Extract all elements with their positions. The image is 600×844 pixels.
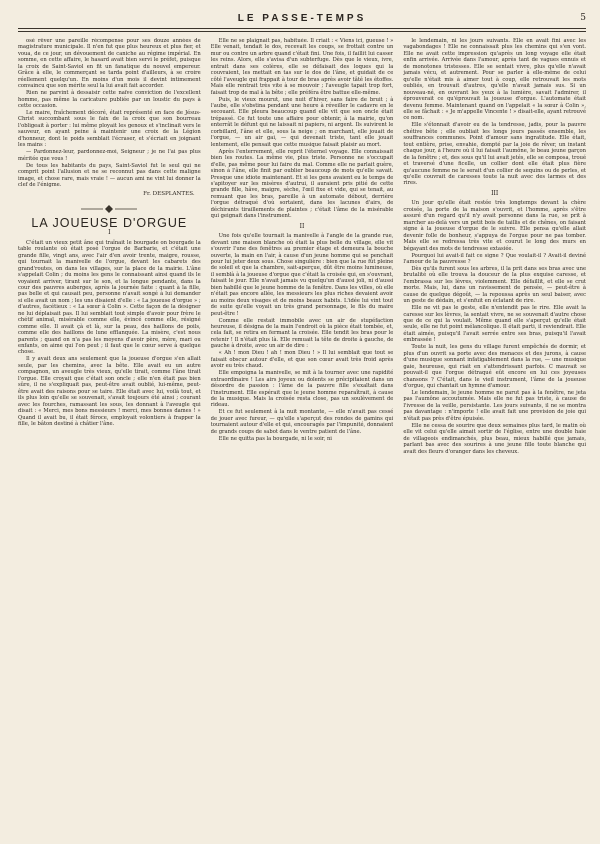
paragraph: Elle ne vit pas le geste, elle n'entendit pas le rire. Elle avait la caresse sur les lèvres, la sentait vivre, ne se souvenait d'autre chose que de ce qui la voulait. Même quand elle s'aperçut qu'elle était seule, elle ne fut point mélancolique. Il était parti, il reviendrait. Elle était aimée, puisqu'il l'avait serrée entre ses bras, puisqu'il l'avait embrassée !	[403, 305, 587, 344]
paragraph: « Ah ! mon Dieu ! ah ! mon Dieu ! » Il lui semblait que tout se faisait obscur autour d'elle, et que son cœur avait très froid après avoir eu très chaud.	[210, 350, 394, 370]
paragraph: Et ce fut seulement à la nuit montante, — elle n'avait pas cessé de jouer avec fureur, — qu'elle s'aperçut des rondes de gamins qui tournaient autour d'elle et qui, encouragés par l'impunité, donnaient de grands coups de sabot dans le ventre patient de l'âne.	[210, 409, 394, 435]
column-1	[18, 38, 201, 844]
paragraph: Un jour qu'elle était restée très longtemps devant la chère croisée, la porte de la maison s'ouvrit, et l'homme, après s'être assuré d'un regard qu'il n'y avait personne dans la rue, se prit à marcher au-delà vers un petit bois de taillis et de chênes, on faisant signe à la joueuse d'orgue de le suivre. Elle pensa qu'elle allait devenir folle de bonheur, s'appuya de l'orgue pour ne pas tomber. Mais elle se redressa très vite et courut le long des murs en bégayant des mots de tendresse extasiée.	[403, 200, 587, 252]
header-rule	[18, 31, 586, 32]
paragraph: osé rêver une pareille récompense pour ses douze années de magistrature municipale. Il n'en fut que plus heureux et plus fier, et voua, de ce jour, un dévouement de caniche au régime impérial. En somme, en cette affaire, le hasard avait bien servi le préfet, puisque la croix de Saint-Saviol en fit un fanatique du nouvel empereur. Grâce à elle, le commerçant se tarda point d'ailleurs, à se croire réellement quelqu'un. En moins d'un mois il devint intimement convaincu que son mérite seul la lui avait fait accorder.	[18, 38, 201, 90]
paragraph: Toute la nuit, les gens du village furent empêchés de dormir, et plus d'un ouvrit sa porte avec des menaces et des jurons, à cause d'une musique sonnant infatigablement dans la rue, — une musique gaie, heureuse, qui riait en s'attendrissant parfois. C mauvait se pouvait-il que l'orgue détraqué eût encore en lui ces joyeuses chansons ? C'était, dans le vieil instrument, l'âme de la joueuse d'orgue, qui chantait un hymne d'amour.	[403, 344, 587, 390]
paragraph: — Pardonnez-leur, pardonnez-moi, Seigneur ; je ne l'ai pas plus méritée que vous !	[18, 149, 201, 162]
paragraph: Dès qu'ils furent sous les arbres, il la prit dans ses bras avec une brutalité où elle trouva la douceur de la plus exquise caresse, et l'embrassa sur les lèvres, violemment. Elle défaillit, et elle se crut morte. Mais, lui, dans un ravissement de pensée, — peut-être à cause de quelque dégoût, — la repoussa après un seul baiser, avec un geste de dédain, et s'enfuit en éclatant de rire.	[403, 265, 587, 305]
paragraph: Pourquoi lui avait-il fait ce signe ? Que voulait-il ? Avait-il deviné l'amour de la pauvresse ?	[403, 252, 587, 265]
ornament-divider-icon	[79, 204, 139, 214]
paragraph: Comme elle restait immobile avec un air de stupéfaction heureuse, il désigna de la main l'endroit où la pièce était tombée, et, cela fait, se retira en fermant la croisée. Elle tendit les bras pour le retenir ! Il n'était plus là. Elle remuait la tête de droite à gauche, de gauche à droite, avec un air de dire :	[210, 317, 394, 350]
paragraph: Une fois qu'elle tournait la manivelle à l'angle de la grande rue, devant une maison blanche où était la plus belle du village, elle vit s'ouvrir l'une des fenêtres au premier étage et demeura la bouche ouverte, la main en l'air, à cause d'un jeune homme qui se penchait pour lui jeter deux sous. Chose singulière : bien que la rue fût pleine de soleil et que la chambre, sait-aperçue, dût être moins lumineuse, il semblà à la joueuse d'orgue que c'était la croisée qui, en s'ouvrant, faisait le jour. Elle n'avait jamais vu quelqu'un d'aussi joli, ni d'aussi bien habillé que le jeune homme de la fenêtre. Dans les villes, où elle n'était pas encore allée, les messieurs les plus riches devaient avoir au moins deux visages et de moins beaux habits. L'idée lui vint tout de suite qu'elle voyait un très grand personnage, le fils du maire peut-être !	[210, 233, 394, 317]
paragraph: Elle s'étonnait d'avoir eu de la tendresse, jadis, pour la pauvre chétive bête ; elle oubliait les longs jours passés ensemble, les souffrances communes. Point d'amour sans ingratitude. Elle était, tout entière, prise, envahie, dompté par la joie de rêver, un instant chaque jour, à l'heure où il lui faisait l'aumône, le beau jeune garçon de la fenêtre ; et, des sous qu'il lui avait jetés, elle se composa, troué et traversé d'une ficelle, un collier dont elle était plus fière qu'aucune femme ne le serait d'un collier de sequins ou de perles, et qu'elle couvrait de caresses toute la nuit avec des larmes et des rires.	[403, 122, 587, 187]
paragraph: Il y avait deux ans seulement que la joueuse d'orgue s'en allait seule, par les chemins, avec la bête. Elle avait eu un autre compagnon, un aveugle très vieux, qu'elle tirait, comme l'âne tirait l'orgue. Elle croyait que c'était son oncle ; elle n'en était pas bien sûre, il ne s'expliquait pas, peut-être avait oublié, lui-même, peut-être avait des raisons pour se taire. Elle était avec lui, voilà tout, et ils plus loin qu'elle se souvenait, s'avait toujours été ainsi ; courant avec les fourches, ramassant les sous, les donnant à l'aveugle qui disait : « Merci, mes bons messieurs ! merci, mes bonnes dames ! » Quand il avait bu, il était féroce, employait volontiers à frapper la fille, le bâton destiné à châtier l'âne.	[18, 356, 201, 427]
column-3	[403, 38, 586, 844]
paragraph: Rien ne parvint à dessaisir cette naïve conviction de l'excellent homme, pas même la caricature publiée par un loustic du pays à cette occasion.	[18, 90, 201, 110]
section-number: II	[299, 222, 305, 230]
paragraph: Elle ne cessa de sourire que deux semaines plus tard, le matin où elle vit celui qu'elle aimait sortir de l'église, entre une double haie de villageois endimanchés, plus beau, mieux habillé que jamais, parlant bas avec des sourires à une jeune fille toute blanche qui avait des fleurs d'oranger dans les cheveux.	[403, 422, 587, 455]
article-columns	[18, 38, 586, 844]
author-signature: Fr. DESPLANTES.	[143, 191, 195, 198]
page-header	[18, 8, 586, 29]
paragraph: Le lendemain, le jeune homme ne parut pas à la fenêtre, ne jeta pas l'aumône accoutumée. Mais elle ne fut pas triste, à cause de l'ivresse de la veille, persistante. Les jours suivants, il ne se montra pas davantage : n'importe ! elle avait fait une provision de joie qui n'était pas près d'être épuisée.	[403, 390, 587, 422]
paragraph: Le maire, fraîchement décoré, était représenté en face de Jésus-Christ succombant sous le faix de la croix que son bourreau l'obligeait à porter : lui même ployait les genoux et s'inclinait vers le sauveur, en ayant peine à maintenir une croix de la Légion d'honneur, dont le poids semblait l'écraser, et s'écriait en joignant les mains :	[18, 109, 201, 149]
journal-title: LE PASSE-TEMPS	[237, 12, 367, 24]
paragraph: Elle ne quitta pas la bourgade, ni le soir, ni	[218, 435, 332, 442]
paragraph: C'était un vieux petit âne qui traînait le bourgade on bourgade la table roulante où était posé l'orgue de Barbarie, et c'était une grande fille, vingt ans, avec l'air d'en avoir trente, maigre, rousse, qui tournait la manivelle de l'orgue, devant les cabarets des grand'routes, on dans les villages, sur la place de la mairie. L'âne s'appelait Colin ; du moins les gens le connaissant ainsi quand ils le voyaient arriver, tirant sur le son, et la longue pendante, dans la cour des pauvres auberges, après la journée faite : quant à la fille, pas belle et qui causait peu, personne n'avait songé à lui demander si elle avait un nom ; les uns disaient d'elle : « La joueuse d'orgue » ; d'autres, facétieux : « La sœur à Colin ». Cette façon de la désigner ne lui déplaisait pas. Il lui semblait tout simple d'avoir pour frère le chétif animal, misérable comme elle, évincé comme elle, résigné comme elle. Il avait çà et là, sur la peau, des haillons de poils, comme elle des haillons de lune efflanquée. La misère, c'est nous parents ; quand on n'a pas les moyens d'avoir père, mère, mari ou enfants, on aime qui l'on peut ; il faut que le cœur serve à quelque chose.	[18, 239, 201, 356]
column-2	[211, 38, 394, 844]
page-number: 5	[580, 13, 586, 23]
story-title: LA JOUEUSE D'ORGUE	[31, 215, 188, 230]
section-number: I	[108, 229, 111, 237]
paragraph: De tous les habitants du pays, Saint-Saviol fut le seul qui ne comprit point l'allusion et ne se reconnut pas dans cette maligne image, et chose rare, mais vraie ! — aucun ami ne vint lui donner la clef de l'énigme.	[18, 162, 201, 188]
section-number: III	[491, 189, 499, 197]
paragraph: Puis, le vieux mourut, une nuit d'hiver, sans faire de bruit ; à l'aube, elle s'obstina pendant une heure à réveiller le cadavre en le secouant. Elle pleura beaucoup quand elle vit que son oncle était trépassé. Ce fut toute une affaire pour obtenir, à la mairie, qu'on enterrât le défunt qui ne laissait ni papiers, ni argent. Ils suivirent le corbillard, l'âne et elle, sous la neige ; on marchant, elle jouait de l'orgue, — un air gai, — qui devenait triste, tant elle jouait lentement, elle pensait que cette musique faisait plaisir au mort.	[210, 96, 394, 148]
paragraph: le lendemain, ni les jours suivants. Elle en avait fini avec les vagabondages ! Elle ne connaissait plus les chemins qui s'en vont. Elle ne avait cette impression qu'après un long voyage elle était enfin arrivée. Arrivée dans l'amour, après tant de vagues ennuis et de monotones tristesses. Elle se sentait vivre, plus qu'elle n'avait jamais vécu, et autrement. Pour se parler à elle-même de celui qu'elle n'était mis à aimer tout à coup, elle retrouvait les mots oubliés, en trouvait d'autres, qu'elle n'avait jamais sus. Si un nouveau-né, en ouvrant les yeux à la lumière, savait l'admirer, il éprouverait ce qu'éprouvait la joueuse d'orgue. L'automate était devenu femme. Maintenant quand on l'appelait « la sœur à Colin », elle se fâchait : « Je m'appelle Vincente ! » disait-elle, ayant retrouvé ce nom.	[403, 38, 587, 122]
paragraph: Elle empoigna la manivelle, se mit à la tourner avec une rapidité extraordinaire ! Les airs joyeux ou dolents se précipitaient dans un désordre de passion : l'âme de la pauvre fille s'exaltait dans l'instrument. Elle espérait que le jeune homme reparaîtrait, à cause de la musique. Mais la croisée resta close, pas un soulèvement de rideau.	[210, 370, 394, 409]
paragraph: Après l'enterrement, elle reprit l'éternel voyage. Elle connaissait bien les routes. La même vie, plus triste. Personne ne s'occupait d'elle, pas même pour lui faire du mal. Comme elle ne parlait guère, sinon à l'âne, elle finit par oublier beaucoup de mots qu'elle savait. Presque une idiote maintenant. Et si les gens avaient eu le temps de s'apitoyer sur les misères d'autrui, il auraient pris pitié de cette grande fille, hâve, maigre, sèche, l'œil fixe et vide, qui se tenait, au remuant que les bras, pareille à un automate débout, derrière l'orgue détraqué d'où sortaient, dans les lacunes d'airs, de déchirants tiraillements de plaintes ; c'était l'âme de la misérable qui geignait dans l'instrument.	[210, 148, 394, 220]
paragraph: Elle ne se plaignait pas, habituée. Il criait : « Viens ici, gueuse ! » Elle venait, tendait le dos, recevait les coups, se frottait contre un mur ou contre un arbre quand c'était fini. Une fois, il faillit lui casser les reins. Alors, elle s'avisa d'un subterfuge. Dès que le vieux, ivre, entrait dans ses colères, elle se défaisait des loques qui la couvraient, les mettait en tas sur le dos de l'âne, et guidait de ce côté l'aveugle qui frappait à tour de bras après avoir tâté les étoffes. Mais elle rentrait très vite à se mouvoir ; l'aveugle tapait trop fort, faisait trop de mal à la bête ; elle préféra être battue elle-même.	[210, 38, 394, 96]
